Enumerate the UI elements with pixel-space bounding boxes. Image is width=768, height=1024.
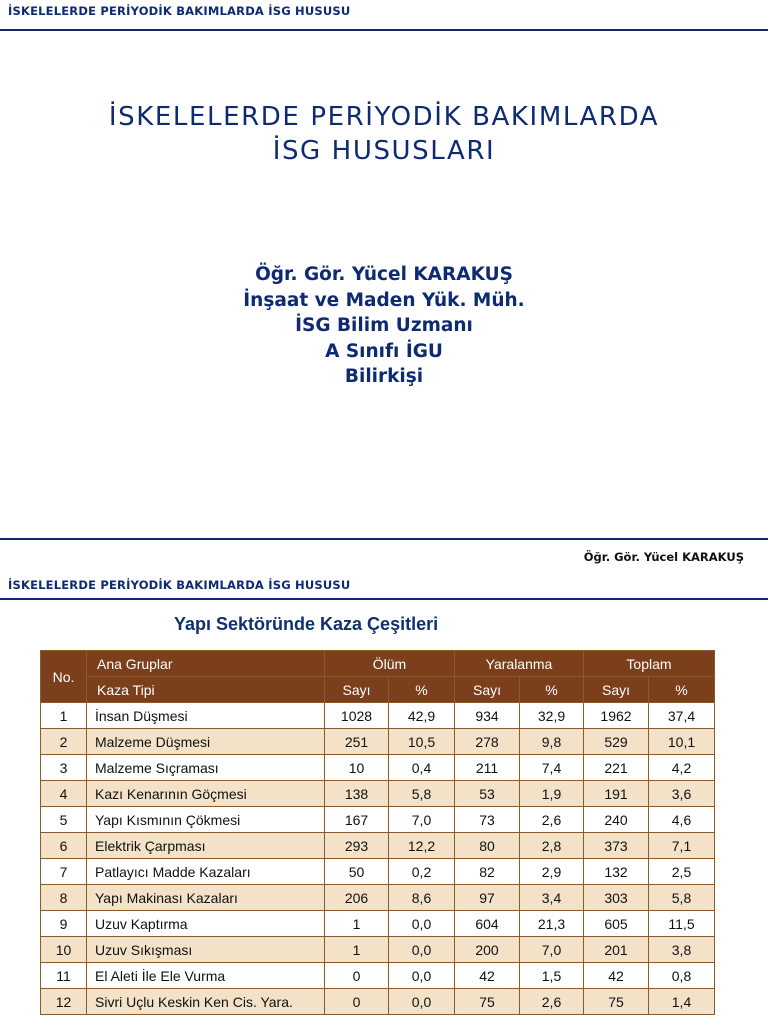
total-percent-cell: 4,2 [649, 755, 715, 781]
slide-author: Öğr. Gör. Yücel KARAKUŞ [583, 550, 744, 564]
accident-type-cell: Yapı Kısmının Çökmesi [87, 807, 325, 833]
row-number-cell: 12 [41, 989, 87, 1015]
row-number-cell: 9 [41, 911, 87, 937]
table-row [41, 807, 715, 833]
author-block [0, 262, 768, 390]
header-injury: Yaralanma [455, 651, 584, 677]
death-percent-cell: 0,0 [389, 911, 455, 937]
total-count-cell: 529 [584, 729, 649, 755]
total-count-cell: 221 [584, 755, 649, 781]
header-main-groups: Ana Gruplar [87, 651, 325, 677]
total-percent-cell: 1,4 [649, 989, 715, 1015]
death-percent-cell: 0,2 [389, 859, 455, 885]
total-percent-cell: 10,1 [649, 729, 715, 755]
total-count-cell: 303 [584, 885, 649, 911]
death-count-cell: 1028 [325, 703, 389, 729]
header-death-count: Sayı [325, 677, 389, 703]
injury-percent-cell: 7,0 [520, 937, 584, 963]
accident-type-cell: İnsan Düşmesi [87, 703, 325, 729]
table-row [41, 755, 715, 781]
death-count-cell: 293 [325, 833, 389, 859]
injury-percent-cell: 7,4 [520, 755, 584, 781]
injury-percent-cell: 1,9 [520, 781, 584, 807]
table-row [41, 859, 715, 885]
total-count-cell: 240 [584, 807, 649, 833]
header-injury-count: Sayı [455, 677, 520, 703]
table-row [41, 833, 715, 859]
table-body [41, 703, 715, 1015]
table-row [41, 885, 715, 911]
row-number-cell: 11 [41, 963, 87, 989]
injury-count-cell: 42 [455, 963, 520, 989]
accident-types-table [40, 650, 715, 1015]
header-no: No. [41, 651, 87, 703]
row-number-cell: 10 [41, 937, 87, 963]
death-count-cell: 0 [325, 963, 389, 989]
row-number-cell: 4 [41, 781, 87, 807]
table-title: Yapı Sektöründe Kaza Çeşitleri [174, 614, 439, 634]
table-row [41, 729, 715, 755]
death-percent-cell: 7,0 [389, 807, 455, 833]
death-count-cell: 1 [325, 911, 389, 937]
injury-percent-cell: 32,9 [520, 703, 584, 729]
injury-count-cell: 97 [455, 885, 520, 911]
table-row [41, 937, 715, 963]
table-row [41, 703, 715, 729]
header-total: Toplam [584, 651, 715, 677]
row-number-cell: 3 [41, 755, 87, 781]
table-slide [0, 540, 768, 1024]
accident-type-cell: Patlayıcı Madde Kazaları [87, 859, 325, 885]
injury-count-cell: 75 [455, 989, 520, 1015]
injury-percent-cell: 2,8 [520, 833, 584, 859]
header-injury-percent: % [520, 677, 584, 703]
accident-type-cell: Malzeme Sıçraması [87, 755, 325, 781]
total-percent-cell: 5,8 [649, 885, 715, 911]
total-count-cell: 75 [584, 989, 649, 1015]
accident-type-cell: Uzuv Kaptırma [87, 911, 325, 937]
author-name: Öğr. Gör. Yücel KARAKUŞ [255, 264, 513, 285]
injury-percent-cell: 2,9 [520, 859, 584, 885]
injury-percent-cell: 1,5 [520, 963, 584, 989]
total-count-cell: 132 [584, 859, 649, 885]
author-title: İnşaat ve Maden Yük. Müh. [243, 289, 525, 311]
header-rule [0, 29, 768, 31]
row-number-cell: 6 [41, 833, 87, 859]
table-row [41, 963, 715, 989]
accident-type-cell: Uzuv Sıkışması [87, 937, 325, 963]
total-count-cell: 201 [584, 937, 649, 963]
injury-count-cell: 53 [455, 781, 520, 807]
injury-count-cell: 73 [455, 807, 520, 833]
injury-percent-cell: 9,8 [520, 729, 584, 755]
death-count-cell: 206 [325, 885, 389, 911]
row-number-cell: 5 [41, 807, 87, 833]
injury-count-cell: 200 [455, 937, 520, 963]
death-percent-cell: 8,6 [389, 885, 455, 911]
death-count-cell: 138 [325, 781, 389, 807]
accident-type-cell: Malzeme Düşmesi [87, 729, 325, 755]
slide-header: İSKELELERDE PERİYODİK BAKIMLARDA İSG HUSUSU [8, 4, 351, 18]
injury-count-cell: 80 [455, 833, 520, 859]
injury-percent-cell: 2,6 [520, 989, 584, 1015]
accident-type-cell: El Aleti İle Ele Vurma [87, 963, 325, 989]
header-total-percent: % [649, 677, 715, 703]
total-percent-cell: 4,6 [649, 807, 715, 833]
total-percent-cell: 7,1 [649, 833, 715, 859]
title-line-1: İSKELELERDE PERİYODİK BAKIMLARDA [108, 102, 660, 132]
row-number-cell: 1 [41, 703, 87, 729]
death-percent-cell: 0,0 [389, 963, 455, 989]
injury-count-cell: 934 [455, 703, 520, 729]
table-row [41, 989, 715, 1015]
accident-type-cell: Sivri Uçlu Keskin Ken Cis. Yara. [87, 989, 325, 1015]
accident-type-cell: Yapı Makinası Kazaları [87, 885, 325, 911]
total-percent-cell: 0,8 [649, 963, 715, 989]
table-row [41, 911, 715, 937]
header-rule [0, 598, 768, 600]
death-percent-cell: 12,2 [389, 833, 455, 859]
total-count-cell: 605 [584, 911, 649, 937]
death-count-cell: 50 [325, 859, 389, 885]
total-percent-cell: 3,6 [649, 781, 715, 807]
title-line-2: İSG HUSUSLARI [272, 136, 496, 166]
injury-count-cell: 604 [455, 911, 520, 937]
total-count-cell: 1962 [584, 703, 649, 729]
death-count-cell: 1 [325, 937, 389, 963]
death-percent-cell: 0,4 [389, 755, 455, 781]
header-total-count: Sayı [584, 677, 649, 703]
header-accident-type: Kaza Tipi [87, 677, 325, 703]
author-role: Bilirkişi [344, 366, 424, 387]
row-number-cell: 8 [41, 885, 87, 911]
author-certificate: A Sınıfı İGU [325, 340, 443, 362]
total-count-cell: 373 [584, 833, 649, 859]
death-percent-cell: 0,0 [389, 937, 455, 963]
injury-count-cell: 211 [455, 755, 520, 781]
table-row [41, 781, 715, 807]
death-count-cell: 0 [325, 989, 389, 1015]
presentation-title [0, 100, 768, 168]
total-count-cell: 42 [584, 963, 649, 989]
row-number-cell: 7 [41, 859, 87, 885]
death-count-cell: 251 [325, 729, 389, 755]
death-percent-cell: 5,8 [389, 781, 455, 807]
accident-type-cell: Kazı Kenarının Göçmesi [87, 781, 325, 807]
slide-header: İSKELELERDE PERİYODİK BAKIMLARDA İSG HUSUSU [8, 578, 351, 592]
injury-percent-cell: 2,6 [520, 807, 584, 833]
injury-percent-cell: 21,3 [520, 911, 584, 937]
injury-count-cell: 82 [455, 859, 520, 885]
total-percent-cell: 3,8 [649, 937, 715, 963]
total-percent-cell: 2,5 [649, 859, 715, 885]
death-percent-cell: 0,0 [389, 989, 455, 1015]
total-percent-cell: 37,4 [649, 703, 715, 729]
header-death: Ölüm [325, 651, 455, 677]
author-expertise: İSG Bilim Uzmanı [295, 315, 473, 336]
row-number-cell: 2 [41, 729, 87, 755]
total-percent-cell: 11,5 [649, 911, 715, 937]
death-count-cell: 10 [325, 755, 389, 781]
death-percent-cell: 10,5 [389, 729, 455, 755]
injury-percent-cell: 3,4 [520, 885, 584, 911]
accident-type-cell: Elektrik Çarpması [87, 833, 325, 859]
header-death-percent: % [389, 677, 455, 703]
total-count-cell: 191 [584, 781, 649, 807]
injury-count-cell: 278 [455, 729, 520, 755]
death-percent-cell: 42,9 [389, 703, 455, 729]
death-count-cell: 167 [325, 807, 389, 833]
